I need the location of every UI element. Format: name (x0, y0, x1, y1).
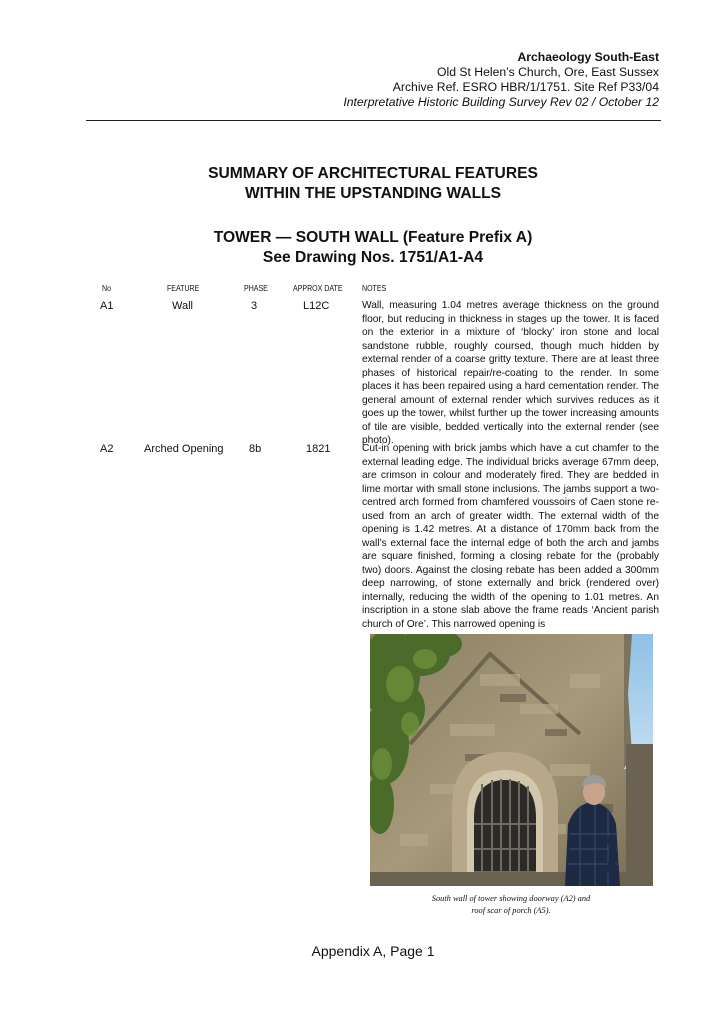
row-a1-no: A1 (100, 300, 114, 312)
title-line-1: SUMMARY OF ARCHITECTURAL FEATURES (208, 165, 538, 182)
header-site: Old St Helen’s Church, Ore, East Sussex (437, 65, 659, 79)
col-header-notes: NOTES (362, 284, 387, 293)
header-rule (86, 120, 661, 121)
section-title (0, 164, 723, 204)
row-a2-phase: 8b (249, 443, 262, 455)
header-survey: Interpretative Historic Building Survey Rev 02 / October 12 (343, 95, 659, 109)
tower-photo (370, 634, 653, 886)
page-footer: Appendix A, Page 1 (311, 943, 435, 959)
section-subtitle (0, 228, 723, 268)
col-header-feature: FEATURE (167, 284, 200, 293)
row-a2-notes: Cut-in opening with brick jambs which have a cut chamfer to the external leading edge. The individual bricks average 67mm deep, are crimson in colour and moderately fired. They are bedded in lime mortar with small stone inclusions. The jambs support a two-centred arch formed from chamfered voussoirs of Caen stone re-used from an arch of greater width. The external width of the opening is 1.42 metres. At a distance of 170mm back from the wall’s external face the internal edge of both the arch and jambs are square finished, forming a closing rebate for the (probably two) doors. Against the closing rebate has been added a 300mm deep narrowing, of stone externally and brick (rendered over) internally, reducing the width of the opening to 1.01 metres. An inscription in a stone slab above the frame reads ‘Ancient parish church of Ore’. This narrowed opening is (362, 443, 659, 630)
header-archive-ref: Archive Ref. ESRO HBR/1/1751. Site Ref P33/04 (392, 80, 659, 94)
row-a1-phase: 3 (251, 300, 258, 312)
row-a1-feature: Wall (172, 300, 193, 312)
figure-caption (395, 893, 627, 917)
header-org: Archaeology South-East (517, 50, 659, 64)
row-a1-date: L12C (303, 300, 330, 312)
row-a2-no: A2 (100, 443, 114, 455)
title-line-4: See Drawing Nos. 1751/A1-A4 (262, 249, 484, 266)
caption-line-2: roof scar of porch (A5). (471, 906, 551, 915)
title-line-3: TOWER — SOUTH WALL (Feature Prefix A) (213, 229, 533, 246)
row-a2-feature: Arched Opening (144, 443, 224, 455)
col-header-phase: PHASE (244, 284, 268, 293)
page-header (343, 50, 659, 110)
row-a1-notes: Wall, measuring 1.04 metres average thickness on the ground floor, but reducing in thickness in stages up the tower. It is faced on the exterior in a mixture of ‘blocky’ iron stone and local sandstone rubble, roughly coursed, though much hidden by external render of a coarse gritty texture. There are at least three phases of historical repair/re-coating to the render. In some places it has been repaired using a hard cementation render. The general amount of external render which survives reduces as it goes up the tower, whilst further up the tower increasing amounts of tile are visible, bedded vertically into the external render (see photo). (362, 300, 659, 446)
col-header-date: APPROX DATE (293, 284, 343, 293)
caption-line-1: South wall of tower showing doorway (A2) and (431, 894, 591, 903)
row-a2-date: 1821 (306, 443, 331, 455)
col-header-no: No (102, 284, 112, 293)
title-line-2: WITHIN THE UPSTANDING WALLS (244, 185, 502, 202)
